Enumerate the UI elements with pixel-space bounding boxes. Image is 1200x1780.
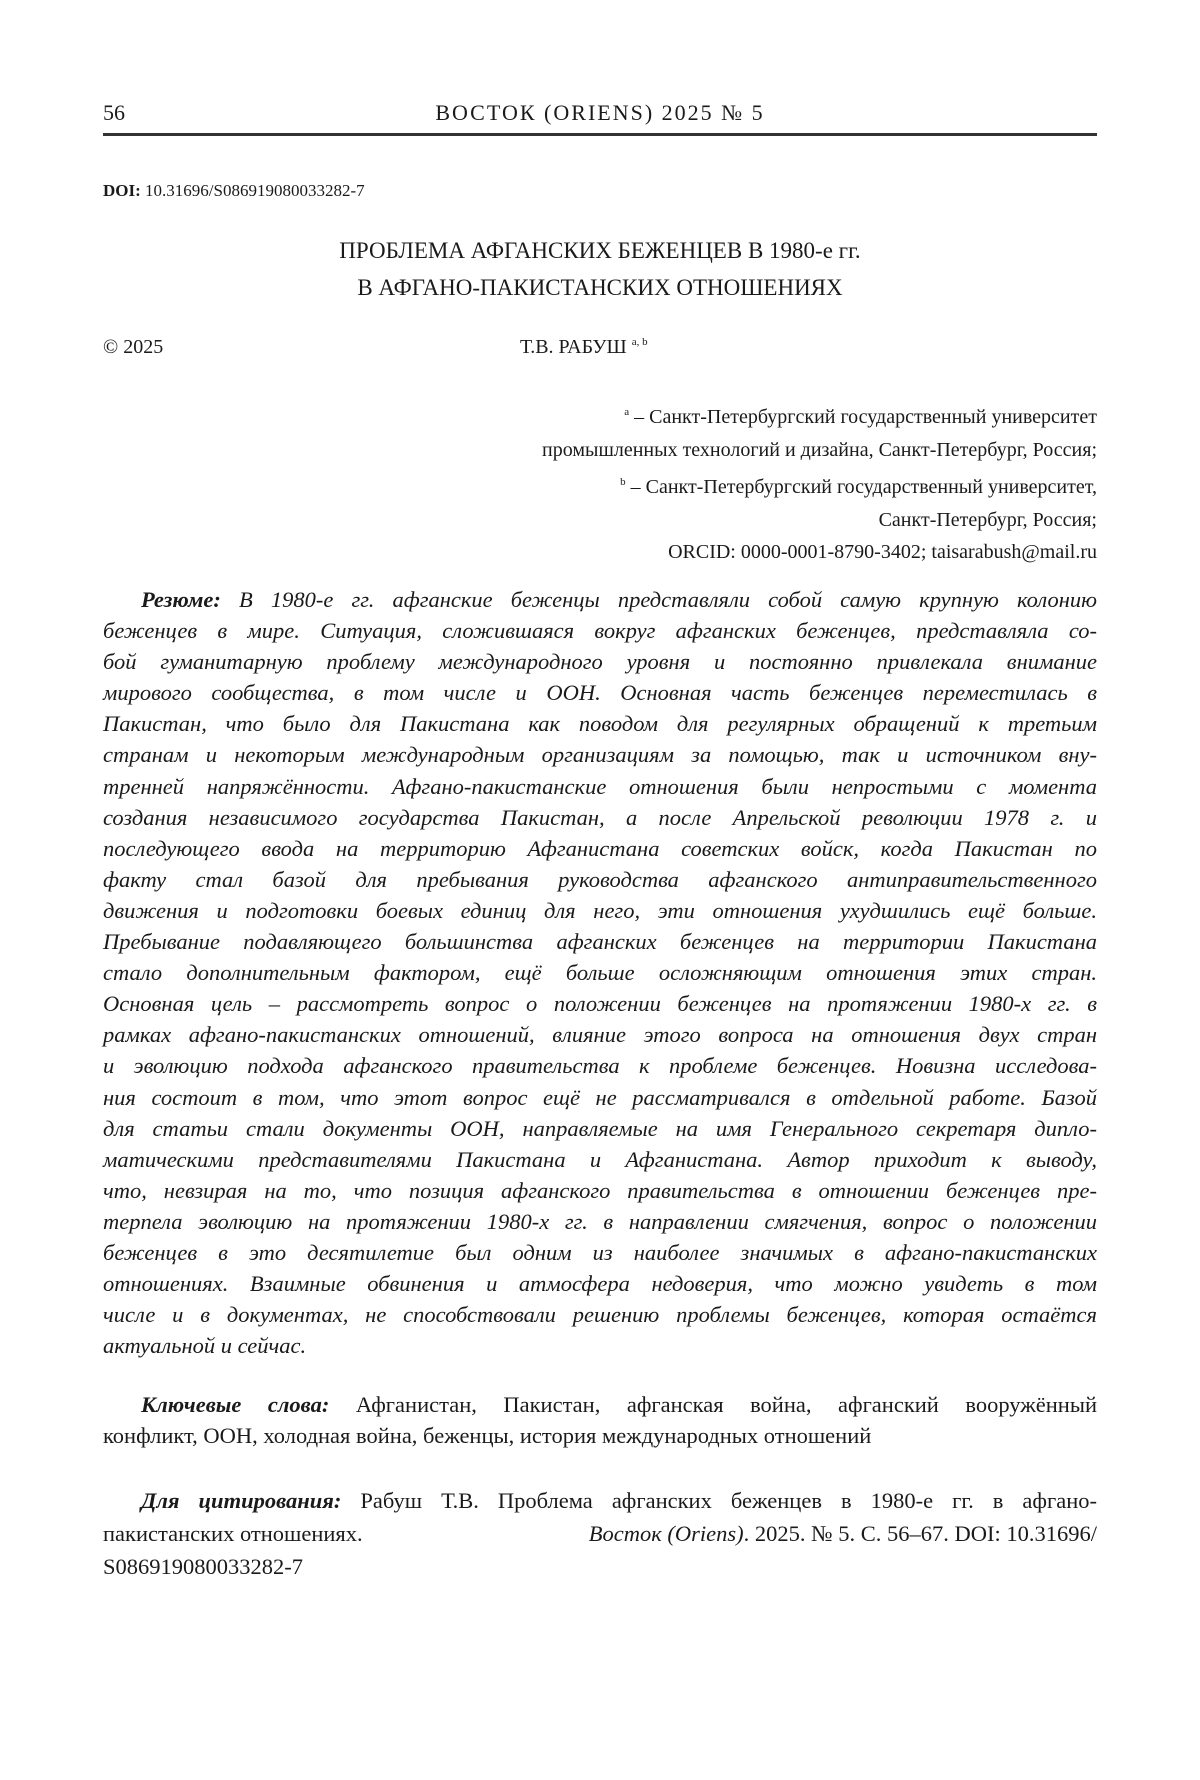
- citation-line: [103, 1484, 1097, 1517]
- abstract-text: факту стал базой для пребывания руководства афганского антиправительственного: [103, 867, 1097, 892]
- affiliation-text: промышленных технологий и дизайна, Санкт-Петербург, Россия;: [542, 439, 1097, 461]
- page-number: 56: [103, 100, 125, 126]
- citation-text: Рабуш Т.В. Проблема афганских беженцев в 1980-е гг. в афгано-: [341, 1488, 1097, 1513]
- abstract-text: движения и подготовки боевых единиц для него, эти отношения ухудшились ещё больше.: [103, 898, 1097, 923]
- affiliation-line: [542, 504, 1097, 537]
- affiliation-line: [542, 466, 1097, 504]
- doi: [103, 181, 365, 201]
- abstract-text: рамках афгано-пакистанских отношений, влияние этого вопроса на отношения двух стран: [103, 1022, 1097, 1047]
- title-line: В АФГАНО-ПАКИСТАНСКИХ ОТНОШЕНИЯХ: [103, 269, 1097, 306]
- abstract-text: странам и некоторым международным организациям за помощью, так и источником вну-: [103, 742, 1097, 767]
- abstract-line: [103, 615, 1097, 646]
- affiliation-text: – Санкт-Петербургский государственный университет: [629, 406, 1097, 428]
- affiliation-mark: b: [620, 476, 626, 488]
- copyright: © 2025: [103, 336, 163, 359]
- abstract-text: бой гуманитарную проблему международного уровня и постоянно привлекала внимание: [103, 649, 1097, 674]
- affiliation-line: [542, 536, 1097, 569]
- abstract-line: [103, 771, 1097, 802]
- abstract-text: отношениях. Взаимные обвинения и атмосфера недоверия, что можно увидеть в том: [103, 1271, 1097, 1296]
- abstract-text: В 1980-е гг. афганские беженцы представляли собой самую крупную колонию: [221, 587, 1097, 612]
- keywords-text: Афганистан, Пакистан, афганская война, афганский вооружённый: [329, 1392, 1097, 1417]
- abstract-line: [103, 1299, 1097, 1330]
- author-affiliation-marks: a, b: [632, 336, 648, 348]
- author-name: Т.В. РАБУШ: [520, 336, 627, 358]
- abstract: [103, 584, 1097, 1361]
- abstract-line: [103, 1268, 1097, 1299]
- keywords-label: Ключевые слова:: [141, 1392, 329, 1417]
- abstract-line: [103, 646, 1097, 677]
- abstract-label: Резюме:: [141, 587, 221, 612]
- affiliation-text: – Санкт-Петербургский государственный университет,: [626, 476, 1097, 498]
- abstract-line: [103, 1237, 1097, 1268]
- affiliation-text: Санкт-Петербург, Россия;: [879, 509, 1097, 531]
- keywords-line: [103, 1420, 1097, 1451]
- abstract-line: [103, 833, 1097, 864]
- abstract-text: стало дополнительным фактором, ещё больше осложняющим отношения этих стран.: [103, 960, 1097, 985]
- abstract-line: [103, 1019, 1097, 1050]
- title-line: ПРОБЛЕМА АФГАНСКИХ БЕЖЕНЦЕВ В 1980-е гг.: [103, 232, 1097, 269]
- abstract-text: создания независимого государства Пакистан, а после Апрельской революции 1978 г. и: [103, 805, 1097, 830]
- abstract-line: [103, 677, 1097, 708]
- abstract-text: мирового сообщества, в том числе и ООН. Основная часть беженцев переместилась в: [103, 680, 1097, 705]
- abstract-line: [103, 926, 1097, 957]
- keywords-text: конфликт, ООН, холодная война, беженцы, история международных отношений: [103, 1423, 871, 1448]
- abstract-line: [103, 739, 1097, 770]
- abstract-line: [103, 1175, 1097, 1206]
- affiliation-line: [542, 434, 1097, 467]
- abstract-line: [103, 584, 1097, 615]
- affiliation-text: ORCID: 0000-0001-8790-3402; taisarabush@mail.ru: [668, 541, 1097, 563]
- affiliation-mark: a: [624, 406, 629, 418]
- abstract-line: [103, 1113, 1097, 1144]
- article-title: [103, 232, 1097, 306]
- abstract-line: [103, 1082, 1097, 1113]
- abstract-line: [103, 988, 1097, 1019]
- citation-journal-part: [589, 1517, 1097, 1550]
- abstract-text: последующего ввода на территорию Афганистана советских войск, когда Пакистан по: [103, 836, 1097, 861]
- abstract-text: беженцев в это десятилетие был одним из наиболее значимых в афгано-пакистанских: [103, 1240, 1097, 1265]
- abstract-line: [103, 1206, 1097, 1237]
- affiliation-line: [542, 396, 1097, 434]
- citation: [103, 1484, 1097, 1583]
- abstract-line: [103, 1144, 1097, 1175]
- abstract-text: Пребывание подавляющего большинства афганских беженцев на территории Пакистана: [103, 929, 1097, 954]
- abstract-text: что, невзирая на то, что позиция афганского правительства в отношении беженцев пре-: [103, 1178, 1097, 1203]
- author: [520, 336, 648, 359]
- doi-label: DOI:: [103, 181, 141, 200]
- citation-line: [103, 1517, 1097, 1550]
- abstract-text: Основная цель – рассмотреть вопрос о положении беженцев на протяжении 1980-х гг. в: [103, 991, 1097, 1016]
- abstract-line: [103, 957, 1097, 988]
- citation-text: пакистанских отношениях.: [103, 1517, 363, 1550]
- abstract-line: [103, 708, 1097, 739]
- abstract-text: ния состоит в том, что этот вопрос ещё не рассматривался в отдельной работе. Базой: [103, 1085, 1097, 1110]
- abstract-line: [103, 1050, 1097, 1081]
- abstract-text: Пакистан, что было для Пакистана как поводом для регулярных обращений к третьим: [103, 711, 1097, 736]
- abstract-line: [103, 802, 1097, 833]
- abstract-text: матическими представителями Пакистана и Афганистана. Автор приходит к выводу,: [103, 1147, 1097, 1172]
- abstract-text: и эволюцию подхода афганского правительства к проблеме беженцев. Новизна исследова-: [103, 1053, 1097, 1078]
- citation-line: S086919080033282-7: [103, 1550, 1097, 1583]
- abstract-text: для статьи стали документы ООН, направляемые на имя Генерального секретаря дипло-: [103, 1116, 1097, 1141]
- abstract-text: терпела эволюцию на протяжении 1980-х гг. в направлении смягчения, вопрос о положении: [103, 1209, 1097, 1234]
- abstract-line: [103, 895, 1097, 926]
- keywords-line: [103, 1389, 1097, 1420]
- header-rule: [103, 133, 1097, 136]
- abstract-text: беженцев в мире. Ситуация, сложившаяся вокруг афганских беженцев, представляла со-: [103, 618, 1097, 643]
- running-header: [103, 100, 1097, 130]
- citation-journal: Восток (Oriens): [589, 1521, 744, 1546]
- doi-value: 10.31696/S086919080033282-7: [145, 181, 365, 200]
- abstract-text: тренней напряжённости. Афгано-пакистанские отношения были непростыми с момента: [103, 774, 1097, 799]
- abstract-line: [103, 864, 1097, 895]
- citation-text: . 2025. № 5. С. 56–67. DOI: 10.31696/: [744, 1521, 1097, 1546]
- journal-name: ВОСТОК (ORIENS) 2025 № 5: [103, 100, 1097, 126]
- abstract-text: числе и в документах, не способствовали решению проблемы беженцев, которая остаётся: [103, 1302, 1097, 1327]
- affiliations: [542, 396, 1097, 569]
- keywords: [103, 1389, 1097, 1451]
- abstract-line: [103, 1330, 1097, 1361]
- citation-label: Для цитирования:: [141, 1488, 341, 1513]
- abstract-text: актуальной и сейчас.: [103, 1333, 306, 1358]
